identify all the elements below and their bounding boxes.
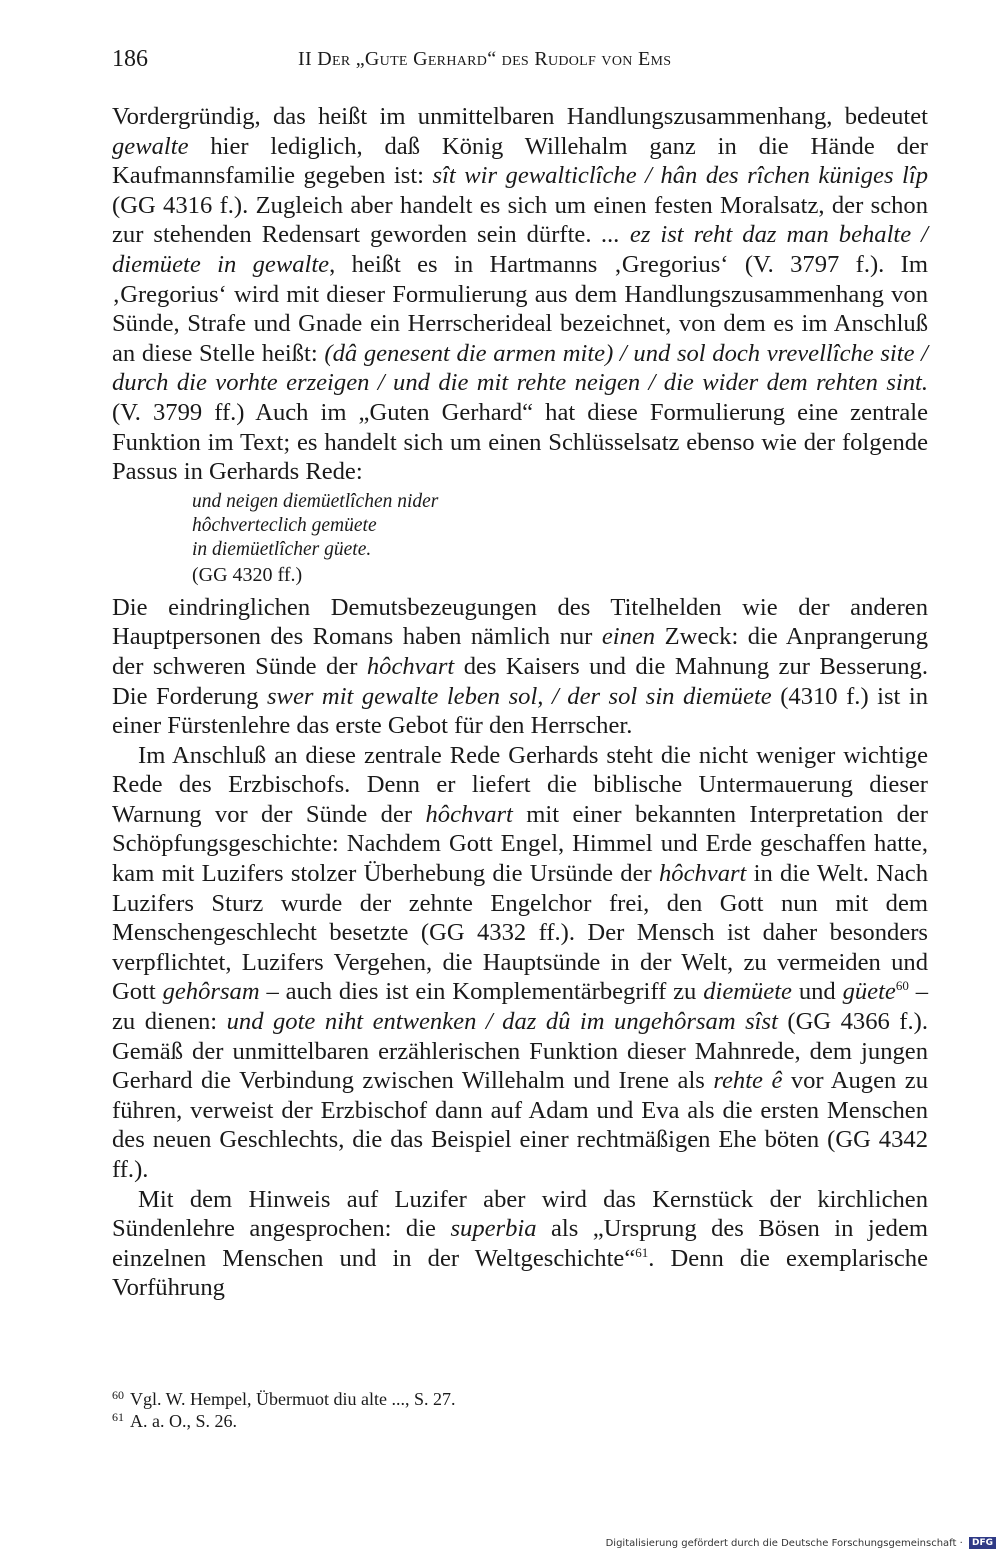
- italic-quote: (dâ genesent die armen mite) / und sol doch vrevellîche site / durch die vorhte erzeigen / und die mit rehte neigen / die wider dem rehten sint.: [112, 339, 929, 397]
- page-number: 186: [112, 46, 148, 72]
- text-run: (GG 4316 f.). Zugleich aber handelt es sich um einen festen Moralsatz, der schon zur stehenden Redensart geworden sein dürfte.: [112, 191, 928, 249]
- italic-quote: hôchvart: [366, 652, 455, 680]
- italic-quote: gewalte: [112, 132, 189, 160]
- footnote-text: Vgl. W. Hempel, Übermuot diu alte ..., S. 27.: [130, 1389, 456, 1409]
- italic-quote: ... ez ist reht daz man behalte / diemüete in gewalte: [112, 221, 928, 278]
- body-text: [112, 102, 928, 1303]
- dfg-logo: DFG: [969, 1537, 996, 1549]
- text-run: als „Ursprung des Bösen in jedem einzelnen Menschen und in der Weltgeschichte“: [112, 1215, 929, 1272]
- italic-quote: hôchvart: [425, 800, 513, 828]
- text-run: . Denn die exemplarische Vorführung: [112, 1244, 928, 1302]
- italic-quote: diemüete: [703, 978, 792, 1006]
- italic-quote: gehôrsam: [162, 978, 260, 1006]
- text-run: vor Augen zu führen, verweist der Erzbischof dann auf Adam und Eva als die ersten Menschen des neuen Geschlechts, die das Beispiel einer rechtmäßigen Ehe böten (GG 4342 ff.).: [112, 1067, 928, 1183]
- text-run: mit einer bekannten Interpretation der Schöpfungsgeschichte: Nachdem Gott Engel, Himmel und Erde geschaffen hatte, kam mit Luzifers stolzer Überhebung die Ursünde der: [112, 800, 929, 888]
- text-run: und: [791, 978, 843, 1006]
- text-run: (GG 4366 f.). Gemäß der unmittelbaren erzählerischen Funktion dieser Mahnrede, dem jungen Gerhard die Verbindung zwischen Willehalm und Irene als: [112, 1008, 928, 1095]
- italic-quote: sît wir gewalticlîche / hân des rîchen küniges lîp: [432, 162, 928, 190]
- verse-quote: [192, 490, 928, 587]
- footnote-number: 60: [112, 1388, 124, 1402]
- italic-quote: rehte ê: [713, 1067, 783, 1095]
- paragraph: [112, 102, 928, 487]
- text-run: des Kaisers und die Mahnung zur Besserung. Die Forderung: [112, 652, 928, 710]
- digitization-footer: [604, 1537, 996, 1551]
- text-run: – zu dienen:: [112, 978, 928, 1036]
- text-run: hier lediglich, daß König Willehalm ganz in die Hände der Kaufmannsfamilie gegeben ist:: [112, 132, 928, 190]
- text-run: (4310 f.) ist in einer Fürstenlehre das erste Gebot für den Herrscher.: [112, 682, 928, 740]
- paragraph: [112, 593, 928, 741]
- text-run: – auch dies ist ein Komplementärbegriff zu: [259, 978, 704, 1006]
- italic-quote: swer mit gewalte leben sol, / der sol sin diemüete: [266, 682, 772, 710]
- text-run: Die eindringlichen Demutsbezeugungen des Titelhelden wie der anderen Hauptpersonen des Romans haben nämlich nur: [112, 593, 928, 651]
- italic-quote: hôchvart: [658, 860, 747, 888]
- text-run: (V. 3799 ff.) Auch im „Guten Gerhard“ hat diese Formulierung eine zentrale Funktion im Text; es handelt sich um einen Schlüsselsatz ebenso wie der folgende Passus in Gerhards Rede:: [112, 398, 928, 486]
- text-run: , heißt es in Hartmanns ‚Gregorius‘ (V. 3797 f.). Im ‚Gregorius‘ wird mit dieser Formulierung aus dem Handlungszusammenhang von Sünde, Strafe und Gnade ein Herrscherideal bezeichnet, von dem es im Anschluß an diese Stelle heißt:: [112, 250, 928, 367]
- text-run: Vordergründig, das heißt im unmittelbaren Handlungszusammenhang, bedeutet: [112, 103, 928, 130]
- text-run: Zweck: die Anprangerung der schweren Sünde der: [112, 623, 928, 680]
- italic-quote: güete: [842, 978, 896, 1006]
- text-run: Mit dem Hinweis auf Luzifer aber wird das Kernstück der kirchlichen Sündenlehre angesprochen: die: [112, 1185, 928, 1243]
- verse-line: hôchverteclich gemüete: [192, 514, 377, 536]
- paragraph: [112, 1185, 928, 1303]
- footnote-ref: 61: [635, 1244, 649, 1260]
- verse-line: in diemüetlîcher güete.: [192, 538, 372, 560]
- italic-quote: einen: [601, 623, 656, 651]
- footnote: [112, 1410, 812, 1432]
- italic-quote: superbia: [450, 1215, 537, 1243]
- running-title: II Der „Gute Gerhard“ des Rudolf von Ems: [298, 48, 672, 70]
- verse-reference: (GG 4320 ff.): [192, 563, 303, 586]
- footer-text: Digitalisierung gefördert durch die Deutsche Forschungsgemeinschaft ·: [605, 1538, 963, 1549]
- text-run: in die Welt. Nach Luzifers Sturz wurde der zehnte Engelchor frei, den Gott nun mit dem Menschengeschlecht besetzte (GG 4332 ff.). Der Mensch ist daher besonders verpflichtet, Luzifers Vergehen, die Hauptsünde in der Welt, zu vermeiden und Gott: [112, 860, 928, 1006]
- page-header: [112, 46, 930, 80]
- footnotes: [112, 1388, 812, 1432]
- verse-line: und neigen diemüetlîchen nider: [192, 490, 439, 512]
- paragraph: [112, 741, 928, 1185]
- footnote-text: A. a. O., S. 26.: [130, 1411, 237, 1431]
- footnote: [112, 1388, 812, 1410]
- footnote-ref: 60: [895, 978, 909, 994]
- footnote-number: 61: [112, 1410, 124, 1424]
- italic-quote: und gote niht entwenken / daz dû im ungehôrsam sîst: [226, 1008, 778, 1036]
- text-run: Im Anschluß an diese zentrale Rede Gerhards steht die nicht weniger wichtige Rede des Erzbischofs. Denn er liefert die biblische Untermauerung dieser Warnung vor der Sünde der: [112, 741, 928, 828]
